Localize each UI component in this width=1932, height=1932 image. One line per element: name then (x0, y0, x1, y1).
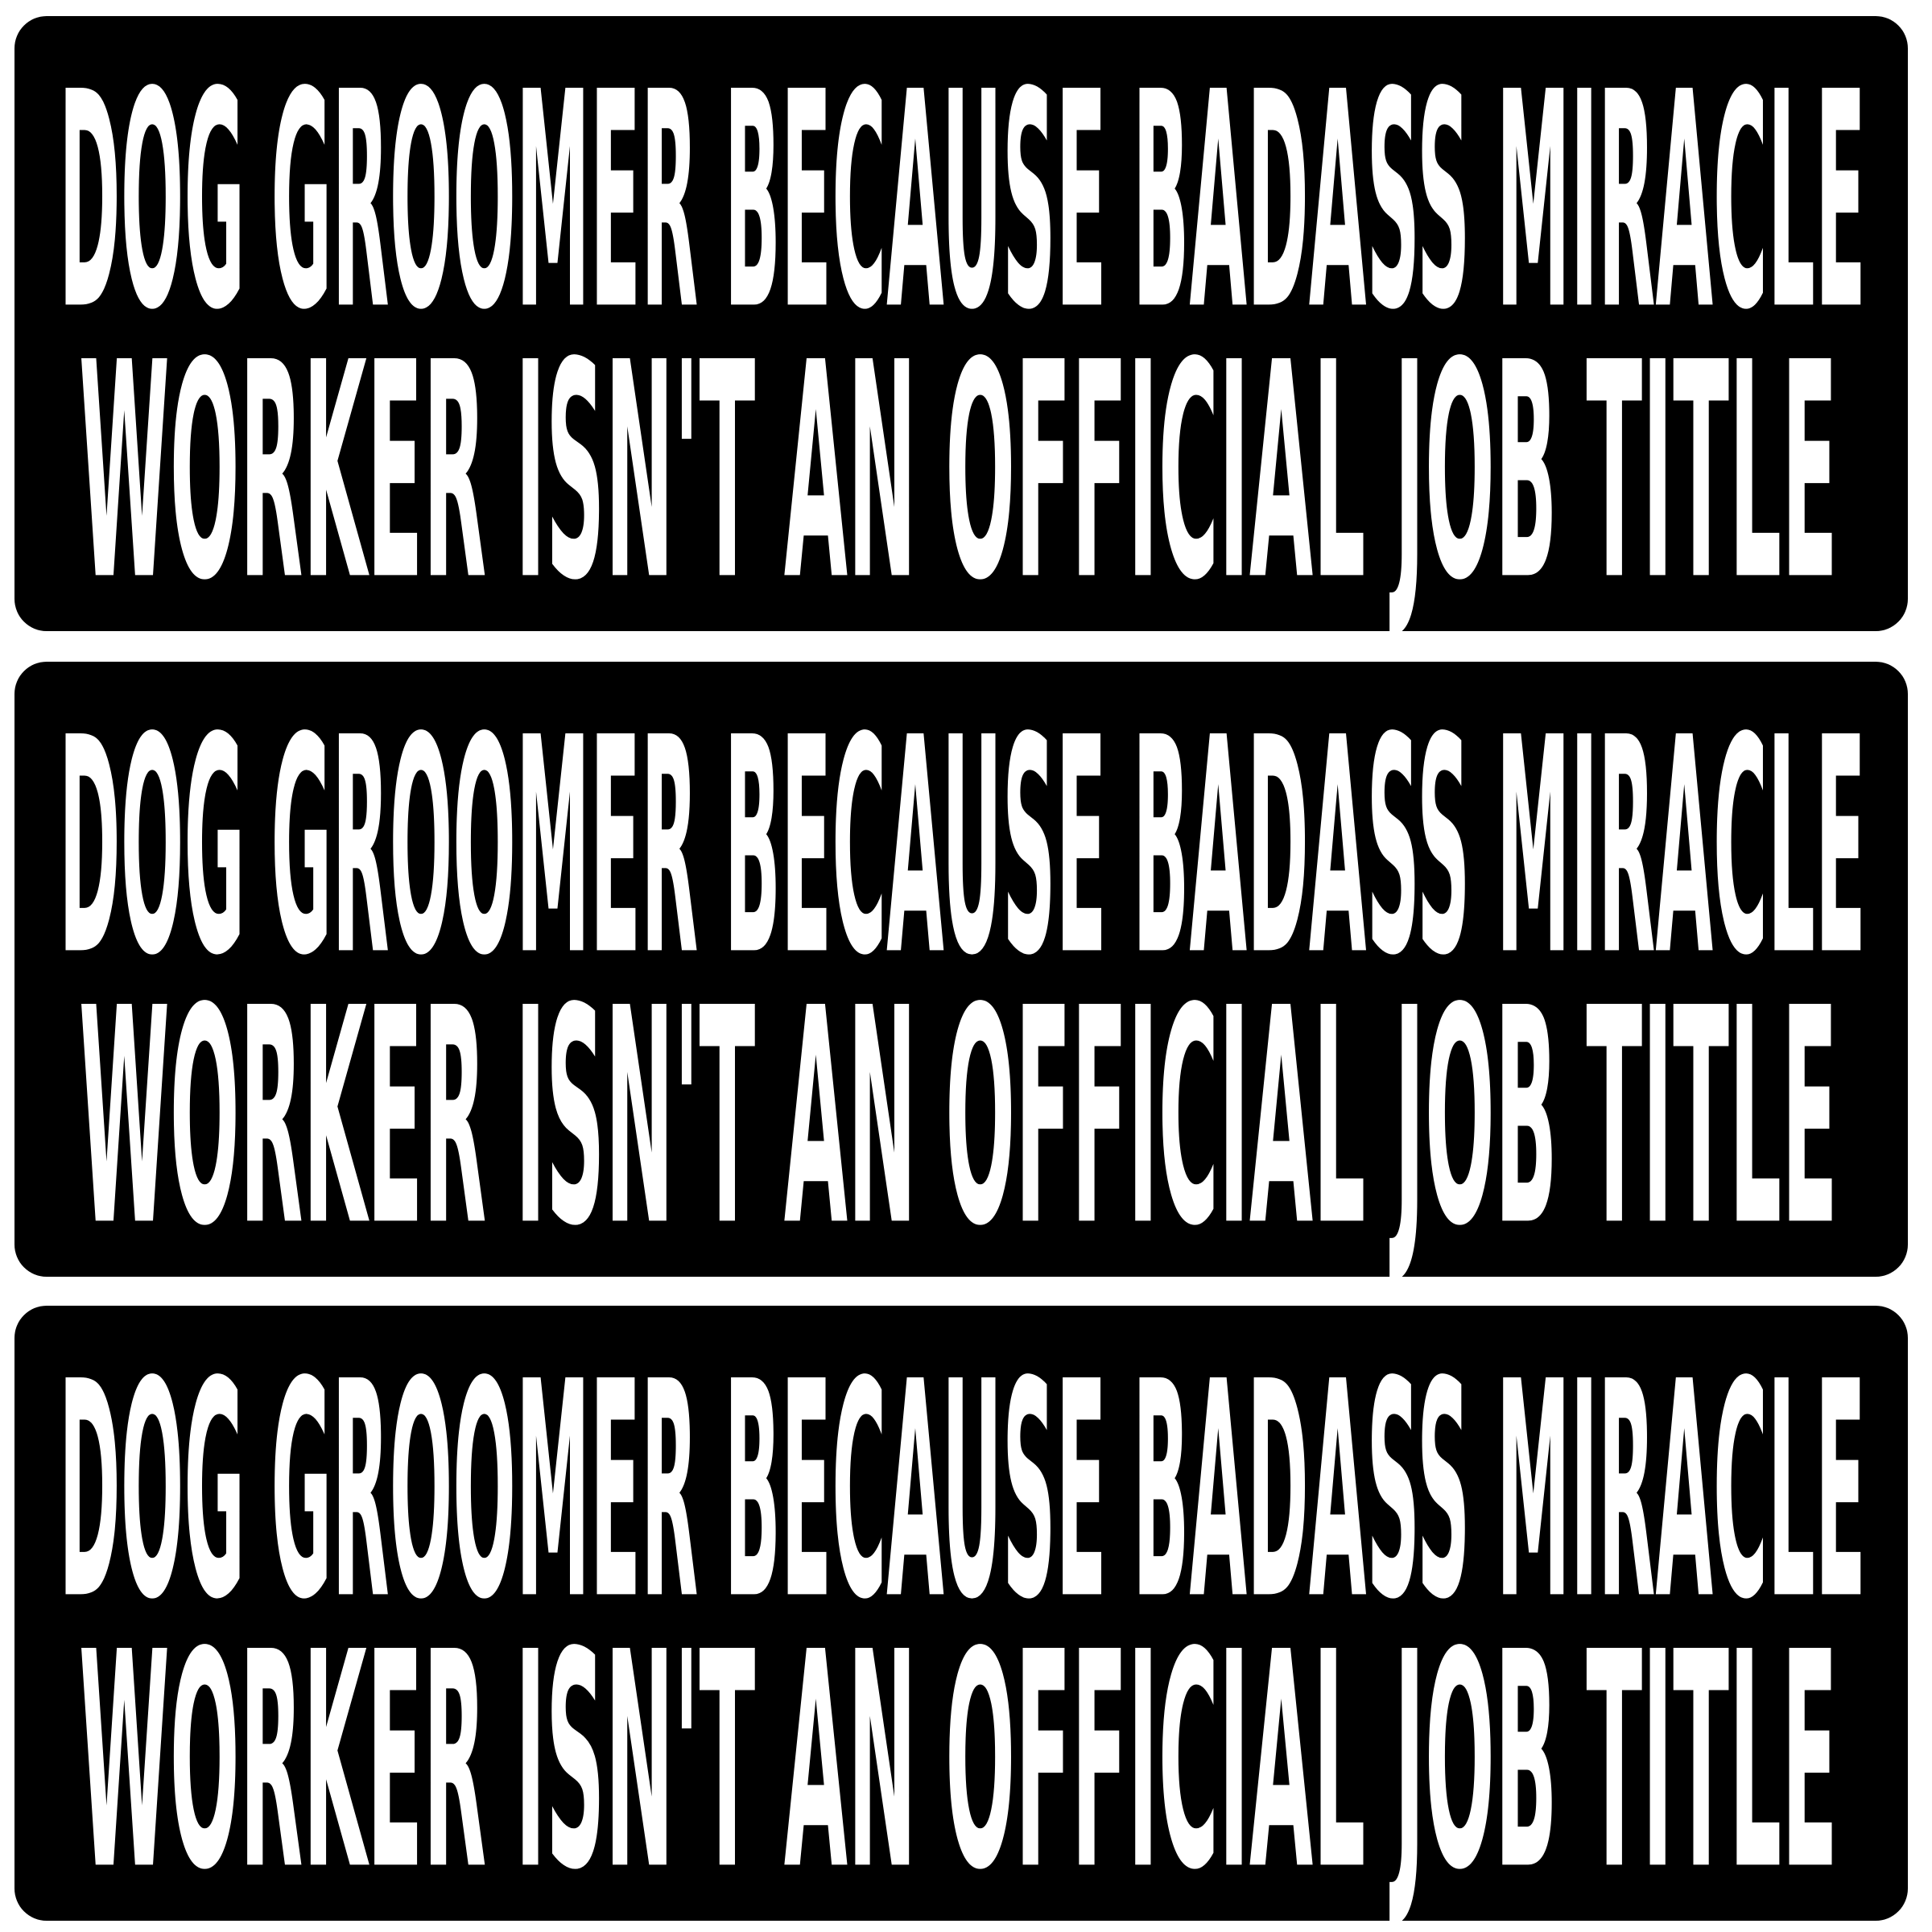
sticker-2-line-2: WORKER ISN'T AN OFFICIAL JOB TITLE (79, 944, 1838, 1291)
sticker-1-line-1: DOG GROOMER BECAUSE BADASS MIRACLE (59, 28, 1866, 375)
sticker-3-line-1: DOG GROOMER BECAUSE BADASS MIRACLE (59, 1318, 1866, 1665)
sticker-3-text (14, 1306, 1908, 1932)
sticker-3-line-2: WORKER ISN'T AN OFFICIAL JOB TITLE (79, 1588, 1838, 1932)
sticker-3 (14, 1306, 1908, 1932)
sticker-1-line-2: WORKER ISN'T AN OFFICIAL JOB TITLE (79, 299, 1838, 646)
sticker-1-text (14, 16, 1908, 646)
sticker-2 (14, 662, 1908, 1291)
sticker-2-line-1: DOG GROOMER BECAUSE BADASS MIRACLE (59, 674, 1866, 1021)
sticker-1 (14, 16, 1908, 646)
sticker-2-text (14, 662, 1908, 1291)
